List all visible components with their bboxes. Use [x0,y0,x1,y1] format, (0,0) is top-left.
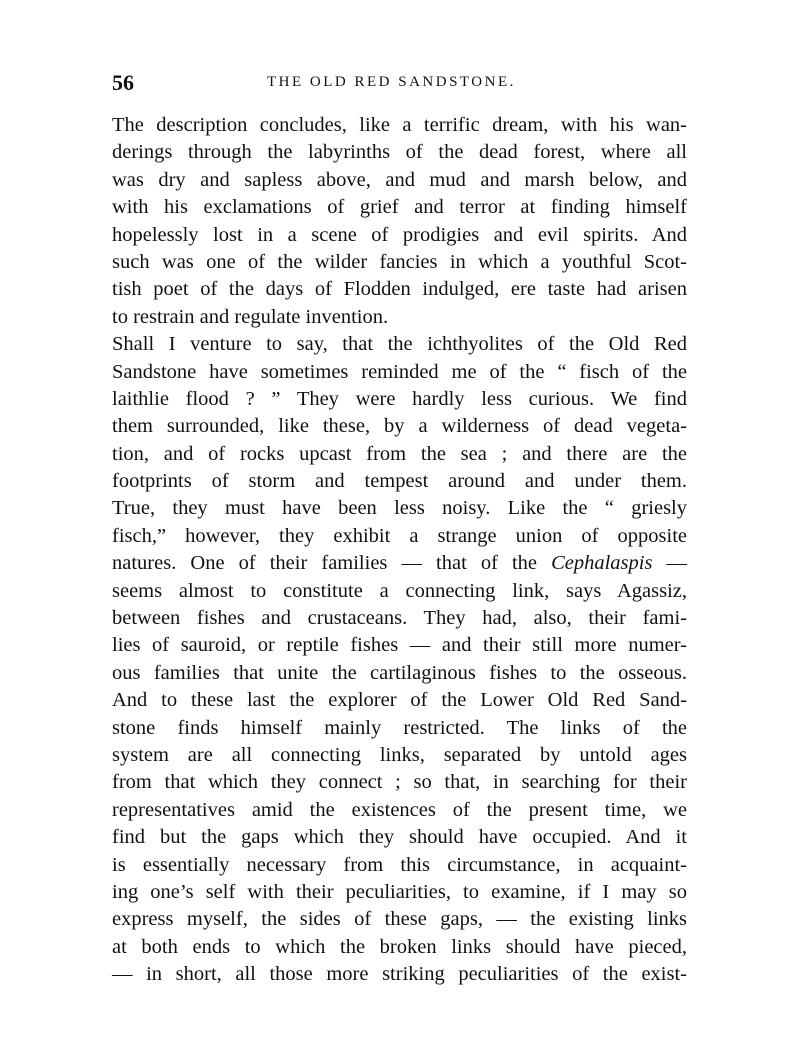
text-line: is essentially necessary from this circumstance, in acquaint- [112,853,687,876]
text-line: derings through the labyrinths of the dead forest, where all [112,141,687,164]
text-line: at both ends to which the broken links should have pieced, [112,935,687,958]
text-line: with his exclamations of grief and terror at finding himself [112,196,687,219]
text-line: seems almost to constitute a connecting link, says Agassiz, [112,579,687,602]
text-line: system are all connecting links, separated by untold ages [112,743,687,766]
text-line: True, they must have been less noisy. Like the “ griesly [112,497,687,520]
text-line: lies of sauroid, or reptile fishes — and their still more numer- [112,634,687,657]
page-number: 56 [112,70,134,95]
text-line: fisch,” however, they exhibit a strange union of opposite [112,524,687,547]
text-line: ing one’s self with their peculiarities, to examine, if I may so [112,880,687,903]
text-line: hopelessly lost in a scene of prodigies and evil spirits. And [112,223,687,246]
text-line: tish poet of the days of Flodden indulged, ere taste had arisen [112,278,687,301]
text-line: them surrounded, like these, by a wilderness of dead vegeta- [112,415,687,438]
text-line: express myself, the sides of these gaps, — the existing links [112,908,687,931]
text-line: Sandstone have sometimes reminded me of the “ fisch of the [112,360,687,383]
page-header [112,70,682,94]
text-line: from that which they connect ; so that, in searching for their [112,771,687,794]
text-line: was dry and sapless above, and mud and marsh below, and [112,168,687,191]
text-line: between fishes and crustaceans. They had, also, their fami- [112,607,687,630]
text-line: — in short, all those more striking peculiarities of the exist- [112,963,687,986]
text-line: such was one of the wilder fancies in which a youthful Scot- [112,250,687,273]
text-line: natures. One of their families — that of the Cephalaspis — [112,552,688,575]
text-line: find but the gaps which they should have occupied. And it [112,826,687,849]
text-line: The description concludes, like a terrific dream, with his wan- [112,114,687,136]
body-text [112,112,687,989]
text-line: representatives amid the existences of the present time, we [112,798,687,821]
text-line: laithlie flood ? ” They were hardly less curious. We find [112,387,687,410]
text-line: tion, and of rocks upcast from the sea ; and there are the [112,442,687,465]
text-line: to restrain and regulate invention. [112,305,389,328]
text-line: ous families that unite the cartilaginous fishes to the osseous. [112,661,687,684]
text-line: footprints of storm and tempest around and under them. [112,470,687,493]
running-title: THE OLD RED SANDSTONE. [267,74,516,90]
text-line: And to these last the explorer of the Lower Old Red Sand- [112,689,687,712]
text-line: stone finds himself mainly restricted. The links of the [112,716,687,739]
text-line: Shall I venture to say, that the ichthyolites of the Old Red [112,333,687,356]
